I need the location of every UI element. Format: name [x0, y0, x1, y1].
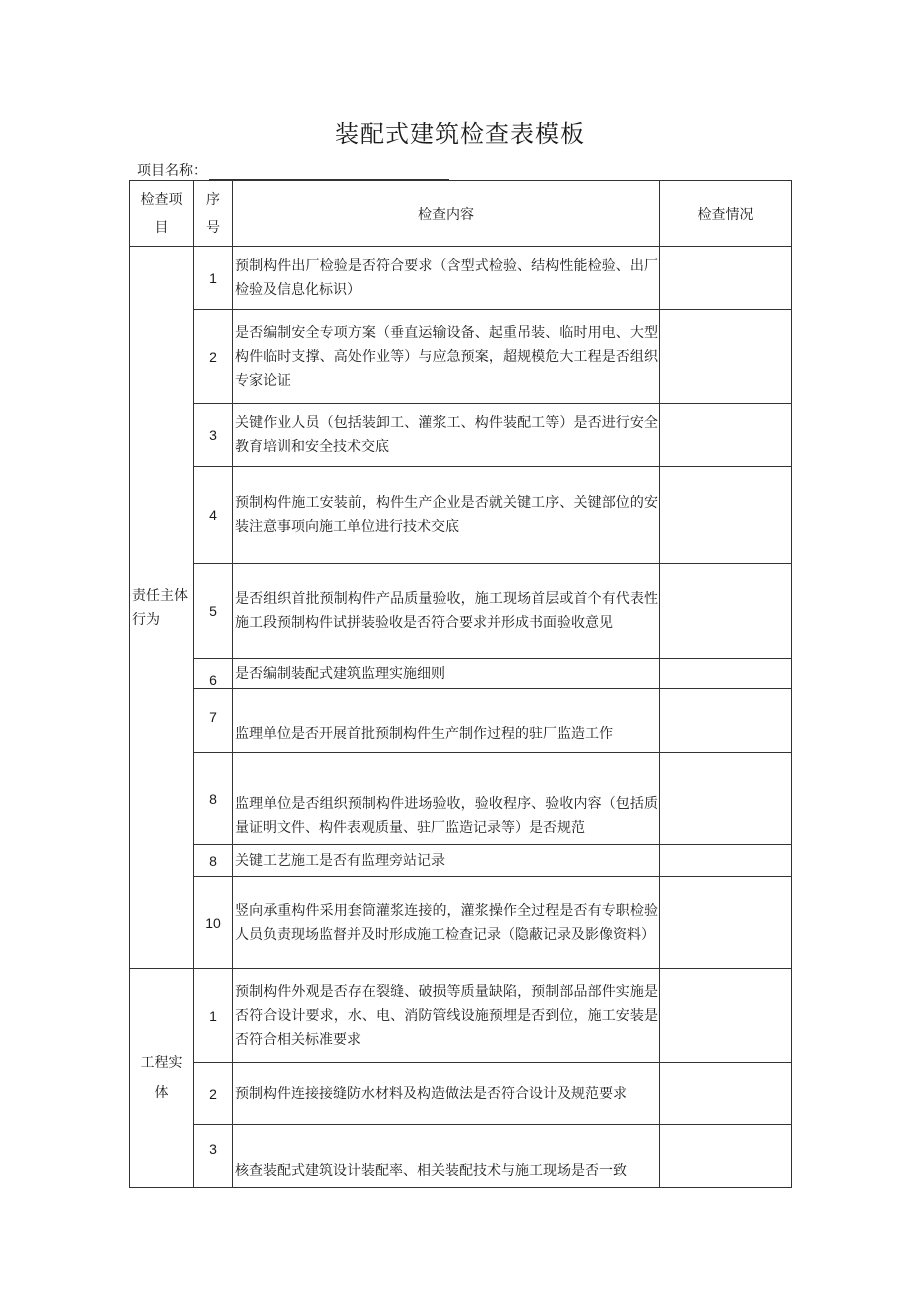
table-row: [130, 467, 792, 564]
result-cell[interactable]: [660, 877, 792, 969]
table-row: [130, 969, 792, 1063]
row-content: 预制构件外观是否存在裂缝、破损等质量缺陷，预制部品部件实施是否符合设计要求，水、电、消防管线设施预埋是否到位，施工安装是否符合相关标准要求: [233, 969, 660, 1063]
row-content: 关键作业人员（包括装卸工、灌浆工、构件装配工等）是否进行安全教育培训和安全技术交底: [233, 404, 660, 467]
row-number: 3: [194, 1125, 233, 1188]
category-responsibility: 责任主体行为: [130, 247, 194, 969]
row-number: 1: [194, 247, 233, 310]
table-row: [130, 310, 792, 404]
table-row: [130, 1125, 792, 1188]
row-content: 监理单位是否开展首批预制构件生产制作过程的驻厂监造工作: [233, 689, 660, 753]
result-cell[interactable]: [660, 404, 792, 467]
result-cell[interactable]: [660, 564, 792, 659]
table-row: [130, 564, 792, 659]
result-cell[interactable]: [660, 969, 792, 1063]
row-content: 预制构件连接接缝防水材料及构造做法是否符合设计及规范要求: [233, 1063, 660, 1125]
result-cell[interactable]: [660, 247, 792, 310]
result-cell[interactable]: [660, 1063, 792, 1125]
project-name-blank[interactable]: [209, 165, 449, 180]
header-content: 检查内容: [233, 181, 660, 247]
project-name-field: [137, 160, 449, 180]
row-number: 7: [194, 689, 233, 753]
table-row: [130, 877, 792, 969]
result-cell[interactable]: [660, 659, 792, 689]
row-content: 是否编制安全专项方案（垂直运输设备、起重吊装、临时用电、大型构件临时支撑、高处作业等）与应急预案，超规模危大工程是否组织专家论证: [233, 310, 660, 404]
table-row: [130, 247, 792, 310]
header-item-line2: 目: [154, 219, 169, 236]
header-seq: [194, 181, 233, 247]
row-number: 2: [194, 1063, 233, 1125]
header-item-line1: 检查项: [140, 191, 183, 208]
row-number: 2: [194, 310, 233, 404]
table-row: [130, 659, 792, 689]
row-content: 竖向承重构件采用套筒灌浆连接的，灌浆操作全过程是否有专职检验人员负责现场监督并及时形成施工检查记录（隐蔽记录及影像资料）: [233, 877, 660, 969]
inspection-table: [129, 180, 792, 1188]
row-number: 8: [194, 753, 233, 845]
table-row: [130, 404, 792, 467]
row-number: 5: [194, 564, 233, 659]
table-row: [130, 1063, 792, 1125]
row-number: 8: [194, 845, 233, 877]
result-cell[interactable]: [660, 753, 792, 845]
row-content: 是否组织首批预制构件产品质量验收，施工现场首层或首个有代表性施工段预制构件试拼装验收是否符合要求并形成书面验收意见: [233, 564, 660, 659]
result-cell[interactable]: [660, 1125, 792, 1188]
row-number: 6: [194, 659, 233, 689]
result-cell[interactable]: [660, 467, 792, 564]
header-seq-line2: 号: [206, 219, 220, 236]
table-row: [130, 753, 792, 845]
row-number: 10: [194, 877, 233, 969]
row-content: 关键工艺施工是否有监理旁站记录: [233, 845, 660, 877]
table-row: [130, 845, 792, 877]
row-content: 预制构件施工安装前，构件生产企业是否就关键工序、关键部位的安装注意事项向施工单位进行技术交底: [233, 467, 660, 564]
project-name-label: 项目名称：: [137, 163, 207, 179]
row-content: 核查装配式建筑设计装配率、相关装配技术与施工现场是否一致: [233, 1125, 660, 1188]
category-entity-line1: 工程实: [140, 1055, 183, 1071]
row-content: 监理单位是否组织预制构件进场验收，验收程序、验收内容（包括质量证明文件、构件表观质量、驻厂监造记录等）是否规范: [233, 753, 660, 845]
header-seq-line1: 序: [206, 191, 220, 208]
document-title: 装配式建筑检查表模板: [335, 120, 585, 148]
category-entity-line2: 体: [154, 1085, 169, 1101]
row-number: 4: [194, 467, 233, 564]
result-cell[interactable]: [660, 310, 792, 404]
table-row: [130, 689, 792, 753]
result-cell[interactable]: [660, 689, 792, 753]
row-number: 3: [194, 404, 233, 467]
result-cell[interactable]: [660, 845, 792, 877]
table-header-row: [130, 181, 792, 247]
row-content: 是否编制装配式建筑监理实施细则: [233, 659, 660, 689]
row-content: 预制构件出厂检验是否符合要求（含型式检验、结构性能检验、出厂检验及信息化标识）: [233, 247, 660, 310]
header-item: [130, 181, 194, 247]
header-result: 检查情况: [660, 181, 792, 247]
row-number: 1: [194, 969, 233, 1063]
category-entity: [130, 969, 194, 1188]
